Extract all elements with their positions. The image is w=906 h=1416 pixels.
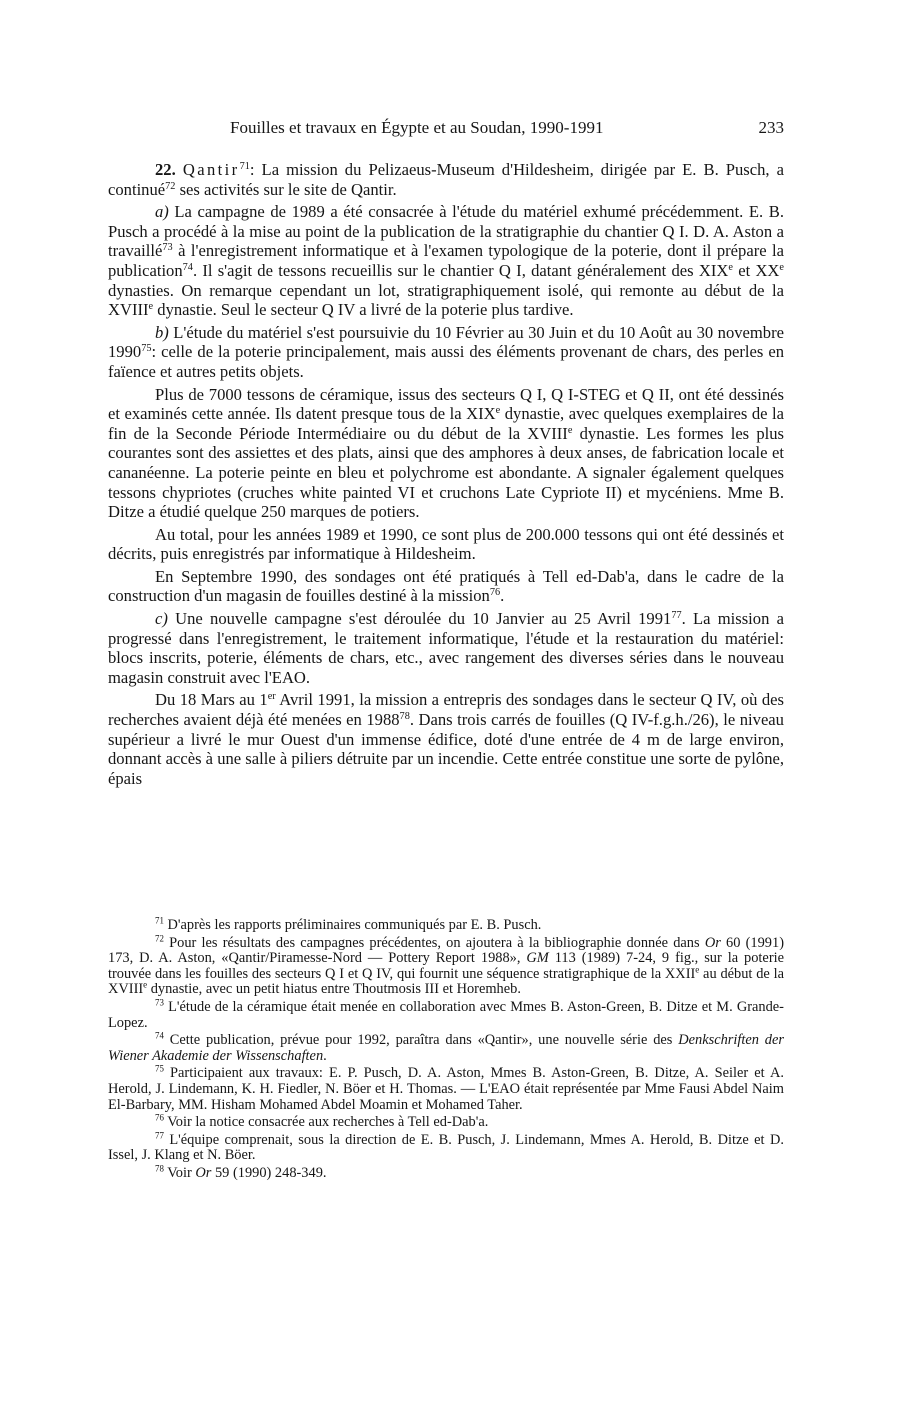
text-run: 60 (1991) 173, D. A. Aston, «Qantir/Piramesse-Nord — Pottery Report 1988», <box>108 934 784 967</box>
running-header <box>108 118 784 142</box>
superscript: e <box>728 261 733 273</box>
text-run: à l'enregistrement informatique et à l'examen typologique de la poterie, dont il prépare la publication <box>108 241 784 280</box>
text-run: au début de la XVIII <box>108 965 784 998</box>
footnote-ref: 75 <box>141 343 152 355</box>
footnote-text: L'équipe comprenait, sous la direction de E. B. Pusch, J. Lindemann, Mmes A. Herold, B. Ditze et D. Issel, J. Klang et N. Böer. <box>108 1131 784 1164</box>
text-run: : La mission du Pelizaeus-Museum d'Hildesheim, dirigée par E. B. Pusch, a continué <box>108 160 784 199</box>
journal-abbrev: GM <box>526 950 549 967</box>
footnote-number: 72 <box>155 933 164 944</box>
text-run: dynastie, avec quelques exemplaires de la fin de la Seconde Période Intermédiaire ou du début de la XVIII <box>108 404 785 443</box>
text-run: dynastie. Seul le secteur Q IV a livré de la poterie plus tardive. <box>153 300 574 320</box>
text-run: Pour les résultats des campagnes précédentes, on ajoutera à la bibliographie donnée dans <box>169 934 705 951</box>
footnote-ref: 71 <box>239 160 250 172</box>
text-run: dynastie. Les formes les plus courantes sont des assiettes et des plats, ainsi que des amphores à deux anses, de fabrication locale et cananéenne. La poterie peinte en bleu et polychrome est abondante. A signaler également quelques tessons chypriotes (cruches white painted VI et cruchons Late Cypriote II) et mycéniens. Mme B. Ditze a étudié quelque 250 marques de potiers. <box>108 423 785 522</box>
text-run: Avril 1991, la mission a entrepris des sondages dans le secteur Q IV, où des recherches avaient déjà été menées en 1988 <box>108 690 784 730</box>
main-text <box>108 160 784 791</box>
footnote-number: 71 <box>155 915 164 926</box>
footnote-text: L'étude de la céramique était menée en collaboration avec Mmes B. Aston-Green, B. Ditze et M. Grande-Lopez. <box>108 998 784 1031</box>
paragraph-a <box>108 202 784 320</box>
text-run: Du 18 Mars au 1 <box>155 690 268 710</box>
page-number: 233 <box>758 118 784 137</box>
text-run: Une nouvelle campagne s'est déroulée du 10 Janvier au 25 Avril 1991 <box>167 609 672 629</box>
paragraph-c <box>108 609 784 687</box>
text-run: . Dans trois carrés de fouilles (Q IV-f.g.h./26), le niveau supérieur a livré le mur Ouest d'un immense édifice, doté d'une entrée de 4 m de large environ, donnant accès à une salle à piliers détruite par un incendie. Cette entrée constitue une sorte de pylône, épais <box>108 710 784 788</box>
footnote-76 <box>108 1112 784 1131</box>
text-run: ses activités sur le site de Qantir. <box>175 179 397 199</box>
footnote-ref: 77 <box>671 609 682 621</box>
journal-abbrev: Or <box>704 934 721 951</box>
text-run: En Septembre 1990, des sondages ont été pratiqués à Tell ed-Dab'a, dans le cadre de la construction d'un magasin de fouilles destiné à la mission <box>108 566 784 606</box>
footnote-74 <box>108 1030 784 1064</box>
journal-abbrev: Or <box>195 1164 212 1181</box>
text-run: Voir <box>167 1164 196 1181</box>
footnote-71 <box>108 915 784 934</box>
footnote-75 <box>108 1066 784 1113</box>
footnote-text: Voir la notice consacrée aux recherches à Tell ed-Dab'a. <box>167 1114 489 1131</box>
superscript: er <box>267 691 276 703</box>
footnote-ref: 78 <box>399 710 410 722</box>
superscript: e <box>495 404 501 416</box>
footnote-ref: 73 <box>162 242 173 254</box>
footnote-72 <box>108 933 784 998</box>
footnote-number: 77 <box>155 1130 164 1141</box>
superscript: e <box>143 980 148 991</box>
text-run: 59 (1990) 248-349. <box>211 1164 327 1181</box>
footnote-text: Participaient aux travaux: E. P. Pusch, D. A. Aston, Mmes B. Aston-Green, B. Ditze, A. Seiler et A. Herold, J. Lindemann, K. H. Fiedler, N. Böer et H. Thomas. — L'EAO était représentée par Mme Fausi Abdel Naim El-Barbary, MM. Hisham Mohamed Abdel Moamin et Mohamed Taher. <box>108 1065 784 1113</box>
section-intro <box>108 160 784 199</box>
text-run: 113 (1989) 7-24, 9 fig., sur la poterie trouvée dans les fouilles des secteurs Q I et Q IV, qui fournit une séquence stratigraphique de la XXII <box>108 950 784 982</box>
paragraph-septembre <box>108 567 784 606</box>
paragraph-total: Au total, pour les années 1989 et 1990, ce sont plus de 200.000 tessons qui ont été dessinés et décrits, puis enregistrés par informatique à Hildesheim. <box>108 524 784 564</box>
footnote-number: 74 <box>155 1030 164 1041</box>
paragraph-tessons <box>108 385 784 522</box>
footnote-number: 76 <box>155 1112 164 1123</box>
footnote-78 <box>108 1163 784 1182</box>
paragraph-b <box>108 323 784 382</box>
text-run: La campagne de 1989 a été consacrée à l'étude du matériel exhumé précédemment. E. B. Pusch a procédé à la mise au point de la publication de la stratigraphie du chantier Q I. D. A. Aston a travaillé <box>108 202 784 261</box>
footnote-number: 75 <box>155 1064 164 1074</box>
footnote-ref: 74 <box>182 261 193 273</box>
text-run: dynastie, avec un petit hiatus entre Thoutmosis III et Horemheb. <box>147 981 521 998</box>
text-run: dynasties. On remarque cependant un lot, stratigraphiquement isolé, qui remonte au début de la XVIII <box>108 280 784 320</box>
text-run: . <box>323 1047 327 1064</box>
footnote-ref: 76 <box>489 587 501 599</box>
footnotes <box>108 915 784 1184</box>
footnote-ref: 72 <box>165 180 176 192</box>
footnote-73 <box>108 997 784 1031</box>
paragraph-mars <box>108 690 784 788</box>
section-number: 22. <box>155 160 176 179</box>
superscript: e <box>695 964 700 975</box>
footnote-text: D'après les rapports préliminaires communiqués par E. B. Pusch. <box>167 917 542 933</box>
text-run: . La mission a progressé dans l'enregistrement, le traitement informatique, l'étude et la restauration du matériel: blocs inscrits, poterie, éléments de chars, etc., avec rangement des diverses séries dans le nouveau magasin construit avec l'EAO. <box>108 609 784 687</box>
section-name: Qantir <box>182 160 240 179</box>
footnote-number: 78 <box>155 1163 164 1174</box>
superscript: e <box>567 424 573 436</box>
paragraph-label: c) <box>155 609 168 629</box>
text-run: . Il s'agit de tessons recueillis sur le chantier Q I, datant généralement des XIX <box>192 260 729 280</box>
footnote-77 <box>108 1130 784 1164</box>
superscript: e <box>148 300 154 312</box>
footnote-number: 73 <box>155 997 164 1008</box>
text-run: . <box>500 586 505 606</box>
text-run: Plus de 7000 tessons de céramique, issus des secteurs Q I, Q I-STEG et Q II, ont été dessinés et examinés cette année. Ils datent presque tous de la XIX <box>108 384 784 424</box>
text-run: : celle de la poterie principalement, mais aussi des éléments provenant de chars, des perles en faïence et autres petits objets. <box>108 342 784 381</box>
text-run: et XX <box>732 260 780 280</box>
text-run: Cette publication, prévue pour 1992, paraîtra dans «Qantir», une nouvelle série des <box>169 1032 679 1049</box>
series-title: Denkschriften der Wiener Akademie der Wissenschaften <box>108 1032 784 1064</box>
text-run: L'étude du matériel s'est poursuivie du 10 Février au 30 Juin et du 10 Août au 30 novembre 1990 <box>108 322 784 362</box>
running-title: Fouilles et travaux en Égypte et au Soudan, 1990-1991 <box>230 118 604 137</box>
paragraph-label: b) <box>155 322 169 342</box>
paragraph-label: a) <box>155 202 169 222</box>
superscript: e <box>779 261 784 273</box>
